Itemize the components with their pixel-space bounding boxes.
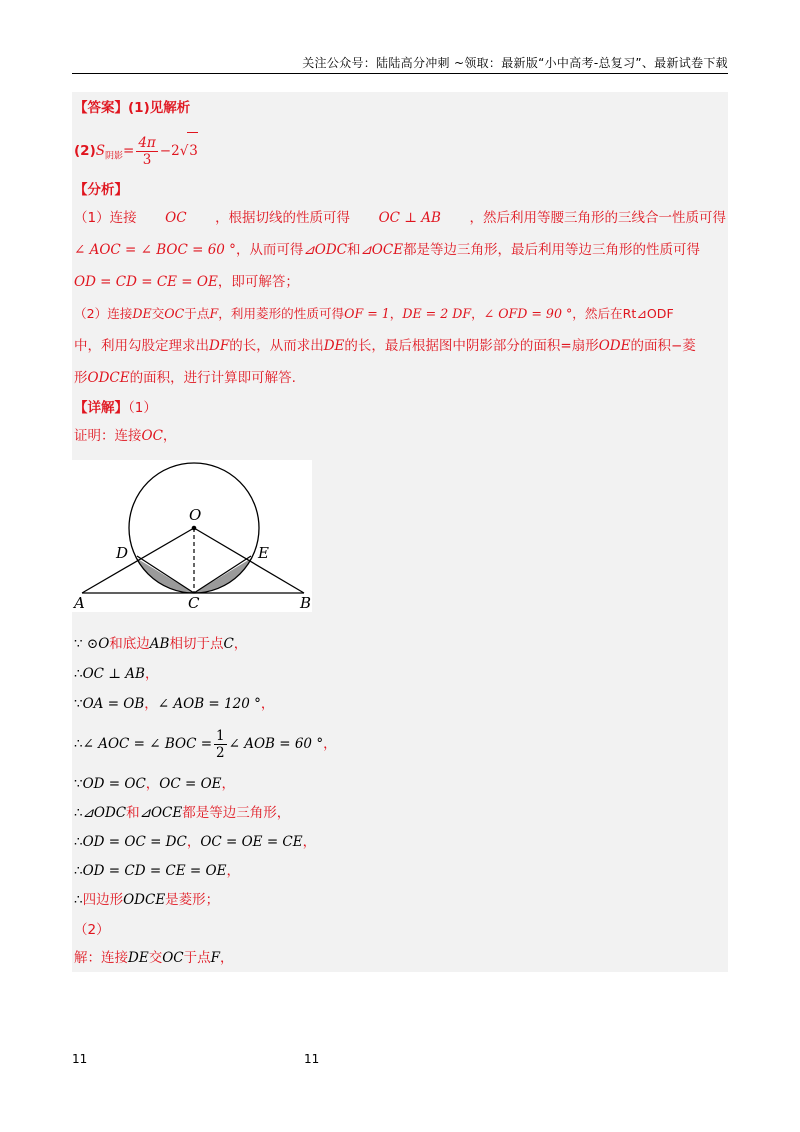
symbol: ∴ <box>74 805 83 821</box>
text: 的长，从而求出 <box>229 338 324 354</box>
math: ODCE <box>87 370 130 386</box>
text: 交 <box>151 306 165 321</box>
numerator: 1 <box>216 727 225 744</box>
text: ，然后利用等腰三角形的三线合一性质可得 <box>469 210 726 226</box>
text: 相切于点 <box>169 636 224 652</box>
analysis-label: 【分析】 <box>74 182 128 198</box>
half-fraction <box>214 728 227 761</box>
text: 的面积，进行计算即可解答. <box>129 370 296 386</box>
analysis-p1-line2 <box>74 240 726 260</box>
text: 形 <box>74 370 88 386</box>
proof-step-7 <box>74 832 726 852</box>
math: ∠ AOC = ∠ BOC = 60 ° <box>74 242 236 258</box>
label-o: O <box>189 506 202 524</box>
math: DE <box>323 338 345 354</box>
symbol: ∵ ⊙ <box>74 636 99 652</box>
text: 于点 <box>184 306 210 321</box>
text: ， <box>260 696 275 712</box>
text: ， <box>144 696 158 712</box>
proof-step-1 <box>74 634 726 654</box>
text: ， <box>323 736 337 752</box>
text: ， <box>186 834 201 850</box>
proof-step-9 <box>74 890 726 910</box>
detail-part2: （2） <box>74 922 110 938</box>
symbol: ∵ <box>74 776 83 792</box>
proof-step-5 <box>74 774 726 794</box>
math: OC <box>165 210 187 226</box>
text: ， <box>302 834 317 850</box>
sqrt-value: 3 <box>187 132 198 169</box>
math: OD = OC <box>82 776 146 792</box>
footer-page-left: 11 <box>72 1052 88 1066</box>
math: OC ⊥ AB <box>378 210 441 226</box>
proof-step-2 <box>74 664 726 684</box>
text: 四边形 <box>82 892 124 908</box>
symbol: ∴ <box>74 892 83 908</box>
text: ， <box>221 776 235 792</box>
formula-s: S <box>95 143 105 159</box>
line-dc <box>137 556 194 593</box>
text: 是菱形； <box>165 892 220 908</box>
text: （2）连接 <box>74 306 133 321</box>
point-o <box>192 526 197 531</box>
symbol: ∴ <box>74 736 83 752</box>
label-d: D <box>116 544 129 562</box>
math: OD = OC = DC <box>82 834 187 850</box>
math: OF = 1 <box>344 306 390 321</box>
geometry-figure <box>72 460 312 612</box>
math: O <box>98 636 110 652</box>
symbol: ∴ <box>74 863 83 879</box>
math: ∠ AOC = ∠ BOC = <box>82 736 213 752</box>
math: OC <box>141 428 163 444</box>
text: 交 <box>148 950 163 966</box>
text: 解：连接 <box>74 950 128 966</box>
formula-sub: 阴影 <box>104 151 123 162</box>
text: 和 <box>126 805 140 821</box>
solution-intro <box>74 948 726 968</box>
line-ce <box>194 556 251 593</box>
analysis-p2-line2 <box>74 336 726 356</box>
math: OC ⊥ AB <box>82 666 145 682</box>
text: ，从而可得 <box>235 242 304 258</box>
analysis-p1-line1 <box>74 208 726 228</box>
text: ， <box>233 636 248 652</box>
text: 中，利用勾股定理求出 <box>74 338 209 354</box>
text: ，根据切线的性质可得 <box>215 210 351 226</box>
formula-eq: = <box>123 143 135 159</box>
math: ∠ AOB = 120 ° <box>157 696 261 712</box>
proof-intro <box>74 426 726 446</box>
text: 于点 <box>183 950 211 966</box>
text: ，即可解答； <box>217 274 299 290</box>
text: ，利用菱形的性质可得 <box>218 306 345 321</box>
math: C <box>223 636 234 652</box>
math: DE <box>132 306 152 321</box>
math: ⊿ODC <box>303 242 347 258</box>
text: ， <box>145 776 160 792</box>
math: ODCE <box>123 892 166 908</box>
text: 和 <box>346 242 361 258</box>
footer-page-center: 11 <box>304 1052 320 1066</box>
text: 的长，最后根据图中阴影部分的面积=扇形 <box>344 338 599 354</box>
proof-step-6 <box>74 803 726 823</box>
math: AB <box>149 636 170 652</box>
analysis-p2-line3 <box>74 368 726 388</box>
geometry-svg <box>72 460 312 612</box>
text: ，然后在Rt⊿ODF <box>572 306 674 321</box>
answer-line <box>74 98 726 118</box>
symbol: ∵ <box>74 696 83 712</box>
text: ， <box>226 863 240 879</box>
math: OC = OE = CE <box>200 834 303 850</box>
detail-label-line <box>74 398 726 418</box>
analysis-p2-line1 <box>74 304 726 324</box>
math: ∠ OFD = 90 ° <box>483 306 573 321</box>
math: OD = CD = CE = OE <box>82 863 227 879</box>
fraction-denominator: 3 <box>142 151 152 168</box>
detail-part1: （1） <box>128 400 157 416</box>
math: ⊿OCE <box>360 242 404 258</box>
analysis-p1-line3 <box>74 272 726 292</box>
denominator: 2 <box>216 744 225 761</box>
math: OD = CD = CE = OE <box>74 274 218 290</box>
formula-fraction <box>136 135 157 168</box>
math: F <box>210 950 220 966</box>
header-text: 关注公众号：陆陆高分冲刺 ~领取：最新版“小中高考-总复习”、最新试卷下载 <box>302 56 728 70</box>
answer-part2-prefix: (2) <box>74 143 96 159</box>
math: OC <box>162 950 184 966</box>
text: 的面积−菱 <box>630 338 696 354</box>
page-header <box>72 56 728 74</box>
text: ， <box>144 666 159 682</box>
text: ， <box>471 306 484 321</box>
label-e: E <box>258 544 269 562</box>
text: ， <box>219 950 234 966</box>
math: DF <box>209 338 230 354</box>
text: 都是等边三角形， <box>182 805 291 821</box>
fraction-numerator: 4π <box>138 134 156 151</box>
math: OC = OE <box>159 776 222 792</box>
math: ⊿ODC <box>82 805 127 821</box>
sqrt-symbol: √ <box>179 143 189 159</box>
math: OA = OB <box>82 696 145 712</box>
label-b: B <box>300 594 312 612</box>
text: 证明：连接 <box>74 428 142 444</box>
math: ODE <box>598 338 631 354</box>
math: DE = 2 DF <box>402 306 472 321</box>
answer-part1: (1)见解析 <box>128 100 191 116</box>
math: OC <box>164 306 185 321</box>
math: ∠ AOB = 60 ° <box>228 736 324 752</box>
proof-step-8 <box>74 861 726 881</box>
label-c: C <box>188 594 200 612</box>
proof-step-half <box>74 726 726 762</box>
text: 都是等边三角形，最后利用等边三角形的性质可得 <box>403 242 701 258</box>
detail-label: 【详解】 <box>74 400 128 416</box>
text: 和底边 <box>109 636 150 652</box>
text: ， <box>162 428 177 444</box>
text: （1）连接 <box>74 210 137 226</box>
math: F <box>209 306 219 321</box>
text: ， <box>389 306 403 321</box>
symbol: ∴ <box>74 666 83 682</box>
math: ⊿OCE <box>139 805 183 821</box>
math: DE <box>128 950 149 966</box>
label-a: A <box>74 594 85 612</box>
answer-label: 【答案】 <box>74 100 128 116</box>
symbol: ∴ <box>74 834 83 850</box>
formula-minus: −2 <box>159 143 180 159</box>
proof-step-3 <box>74 694 726 714</box>
answer-formula <box>74 132 726 168</box>
